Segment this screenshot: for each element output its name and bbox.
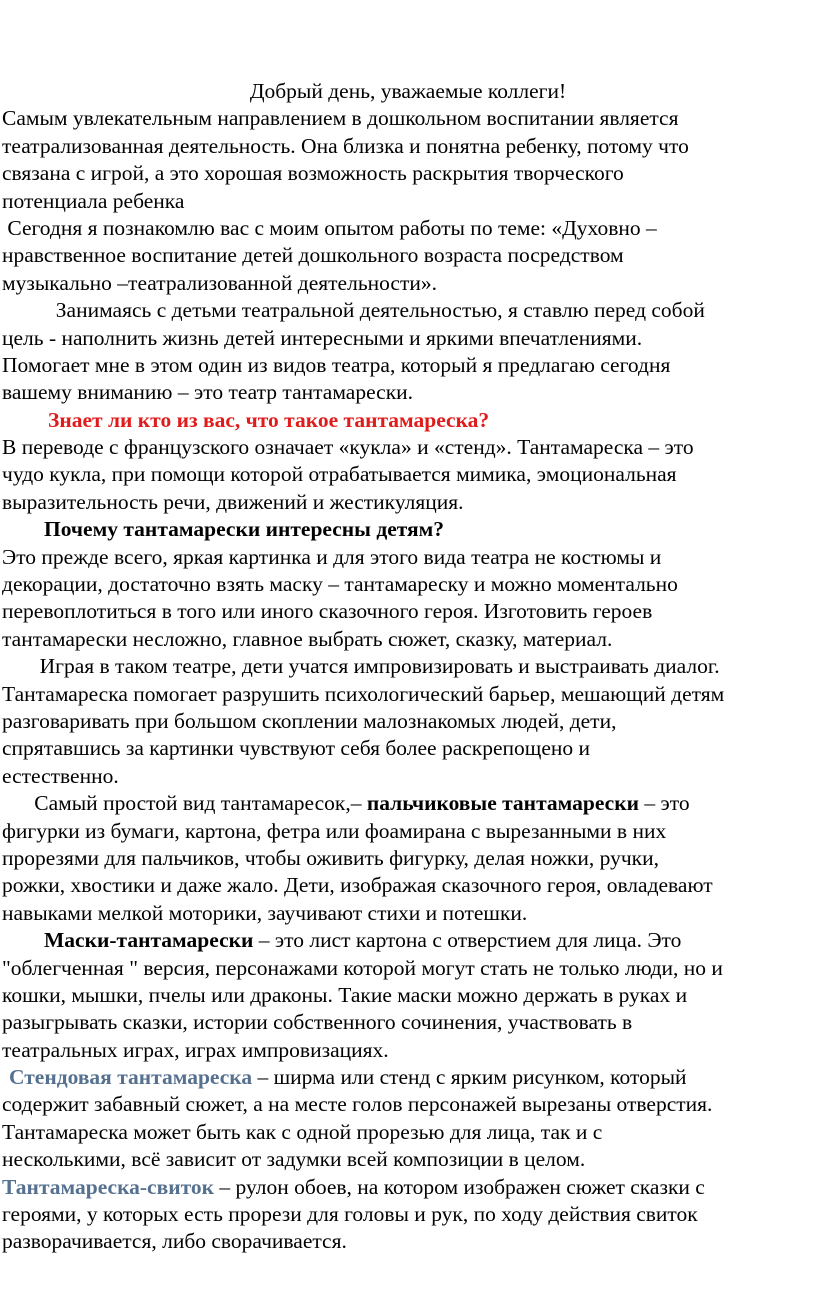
text-line: разговаривать при большом скоплении малознакомых людей, дети, [2,708,617,733]
text-line: Занимаясь с детьми театральной деятельностью, я ставлю перед собой [2,298,705,323]
text-line [2,1174,814,1201]
text-line: кошки, мышки, пчелы или драконы. Такие маски можно держать в руках и [2,982,688,1007]
document-body [0,78,814,1256]
text-line: вашему вниманию – это театр тантамарески. [2,380,414,405]
term-scroll-tantamareska: Тантамареска-свиток [2,1174,214,1199]
text-line: Играя в таком театре, дети учатся импровизировать и выстраивать диалог. [2,654,720,679]
paragraph-intro [2,105,814,215]
text-line: фигурки из бумаги, картона, фетра или фоамирана с вырезанными в них [2,818,667,843]
paragraph-definition [2,434,814,516]
paragraph-improvisation [2,653,814,790]
text-line [2,1064,814,1091]
text-line: содержит забавный сюжет, а на месте голов персонажей вырезаны отверстия. [2,1092,713,1117]
text-line: выразительность речи, движений и жестикуляция. [2,489,464,514]
text-fragment: Самый простой вид тантамаресок,– [2,791,367,816]
text-line: рожки, хвостики и даже жало. Дети, изображая сказочного героя, овладевают [2,873,713,898]
text-fragment: – рулон обоев, на котором изображен сюжет сказки с [214,1174,705,1199]
text-line: Тантамареска может быть как с одной прорезью для лица, так и с [2,1119,603,1144]
text-line: Сегодня я познакомлю вас с моим опытом работы по теме: «Духовно – [2,215,657,240]
text-fragment: – ширма или стенд с ярким рисунком, который [252,1065,687,1090]
text-line: спрятавшись за картинки чувствуют себя более раскрепощено и [2,736,591,761]
text-line [2,927,814,954]
paragraph-mask-tantamareski [2,927,814,1064]
text-line: театральных играх, играх импровизациях. [2,1037,389,1062]
paragraph-topic [2,215,814,297]
text-line: "облегченная " версия, персонажами которой могут стать не только люди, но и [2,955,723,980]
text-line: несколькими, всё зависит от задумки всей композиции в целом. [2,1147,586,1172]
question-what-is-tantamareska: Знает ли кто из вас, что такое тантамареска? [48,407,490,432]
text-line: театрализованная деятельность. Она близка и понятна ребенку, потому что [2,133,689,158]
text-line: потенциала ребенка [2,188,185,213]
text-line: связана с игрой, а это хорошая возможность раскрытия творческого [2,161,624,186]
text-line: героями, у которых есть прорези для головы и рук, по ходу действия свиток [2,1202,698,1227]
text-line [2,790,814,817]
text-line: чудо кукла, при помощи которой отрабатывается мимика, эмоциональная [2,462,677,487]
text-line: В переводе с французского означает «кукла» и «стенд». Тантамареска – это [2,435,694,460]
text-fragment: – это [638,791,690,816]
text-line: Тантамареска помогает разрушить психологический барьер, мешающий детям [2,681,725,706]
text-line: декорации, достаточно взять маску – тантамареску и можно моментально [2,572,678,597]
term-stand-tantamareska: Стендовая тантамареска [9,1065,253,1090]
text-line: цель - наполнить жизнь детей интересными и яркими впечатлениями. [2,325,643,350]
paragraph-reasons [2,544,814,654]
greeting-heading: Добрый день, уважаемые коллеги! [249,79,567,103]
term-finger-tantamareski: пальчиковые тантамарески [366,791,639,816]
text-line: прорезями для пальчиков, чтобы оживить фигурку, делая ножки, ручки, [2,845,659,870]
text-line: разыгрывать сказки, истории собственного сочинения, участвовать в [2,1010,633,1035]
paragraph-stand-tantamareska [2,1064,814,1174]
text-line: музыкально –театрализованной деятельности». [2,270,437,295]
question-why-interesting: Почему тантамарески интересны детям? [44,517,445,542]
paragraph-scroll-tantamareska [2,1174,814,1256]
paragraph-finger-tantamareski [2,790,814,927]
text-line: естественно. [2,763,119,788]
text-line: нравственное воспитание детей дошкольного возраста посредством [2,243,624,268]
text-line: Это прежде всего, яркая картинка и для этого вида театра не костюмы и [2,544,662,569]
text-line: перевоплотиться в того или иного сказочного героя. Изготовить героев [2,599,653,624]
paragraph-goal [2,297,814,407]
text-line: навыками мелкой моторики, заучивают стихи и потешки. [2,900,528,925]
text-line: Самым увлекательным направлением в дошкольном воспитании является [2,106,679,131]
text-line: разворачивается, либо сворачивается. [2,1229,347,1254]
text-line: Помогает мне в этом один из видов театра, который я предлагаю сегодня [2,352,671,377]
text-fragment: – это лист картона с отверстием для лица. Это [253,928,682,953]
text-line: тантамарески несложно, главное выбрать сюжет, сказку, материал. [2,626,613,651]
term-mask-tantamareski: Маски-тантамарески [44,928,254,953]
